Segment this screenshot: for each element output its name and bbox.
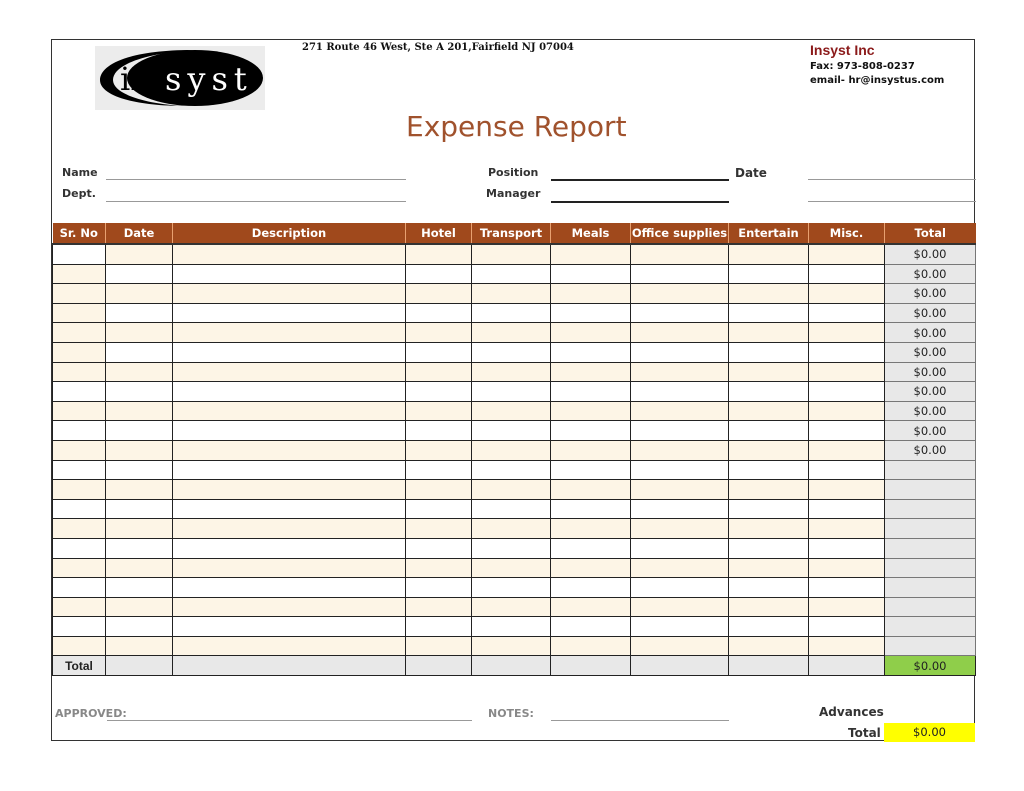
date-cell[interactable]	[106, 244, 173, 264]
table-row	[53, 578, 976, 598]
table-row	[53, 244, 976, 264]
table-header-row	[53, 223, 976, 244]
description-cell[interactable]	[173, 519, 406, 539]
total-description-cell	[173, 656, 406, 676]
sr-no-cell[interactable]	[53, 558, 106, 578]
description-cell[interactable]	[173, 284, 406, 304]
transport-cell[interactable]	[472, 264, 551, 284]
hotel-cell[interactable]	[406, 401, 472, 421]
sr-no-cell[interactable]	[53, 440, 106, 460]
description-cell[interactable]	[173, 636, 406, 656]
misc-cell[interactable]	[809, 617, 885, 637]
description-cell[interactable]	[173, 382, 406, 402]
meals-cell[interactable]	[551, 617, 631, 637]
row-total-cell: $0.00	[885, 362, 976, 382]
date-cell[interactable]	[106, 382, 173, 402]
entertain-cell[interactable]	[729, 499, 809, 519]
hotel-cell[interactable]	[406, 480, 472, 500]
entertain-cell[interactable]	[729, 323, 809, 343]
transport-cell[interactable]	[472, 597, 551, 617]
sr-no-cell[interactable]	[53, 636, 106, 656]
table-row	[53, 323, 976, 343]
hotel-cell[interactable]	[406, 519, 472, 539]
office-supplies-cell[interactable]	[631, 578, 729, 598]
misc-cell[interactable]	[809, 382, 885, 402]
meals-cell[interactable]	[551, 636, 631, 656]
transport-cell[interactable]	[472, 617, 551, 637]
hotel-cell[interactable]	[406, 460, 472, 480]
name-field[interactable]	[106, 179, 406, 180]
hotel-cell[interactable]	[406, 323, 472, 343]
hotel-cell[interactable]	[406, 499, 472, 519]
hotel-cell[interactable]	[406, 244, 472, 264]
misc-cell[interactable]	[809, 362, 885, 382]
col-header-date[interactable]: Date	[106, 223, 173, 244]
date-label: Date	[735, 166, 767, 180]
sr-no-cell[interactable]	[53, 342, 106, 362]
date-cell[interactable]	[106, 636, 173, 656]
description-cell[interactable]	[173, 538, 406, 558]
transport-cell[interactable]	[472, 578, 551, 598]
advances-value[interactable]	[884, 702, 975, 722]
row-total-cell	[885, 597, 976, 617]
table-row	[53, 382, 976, 402]
date-cell[interactable]	[106, 421, 173, 441]
hotel-cell[interactable]	[406, 264, 472, 284]
table-row	[53, 480, 976, 500]
transport-cell[interactable]	[472, 401, 551, 421]
table-row	[53, 558, 976, 578]
row-total-cell	[885, 519, 976, 539]
office-supplies-cell[interactable]	[631, 323, 729, 343]
description-cell[interactable]	[173, 401, 406, 421]
table-row	[53, 460, 976, 480]
row-total-cell	[885, 538, 976, 558]
hotel-cell[interactable]	[406, 342, 472, 362]
expense-table	[52, 223, 976, 676]
meals-cell[interactable]	[551, 480, 631, 500]
final-total-label: Total	[848, 726, 881, 740]
hotel-cell[interactable]	[406, 538, 472, 558]
sr-no-cell[interactable]	[53, 538, 106, 558]
meals-cell[interactable]	[551, 323, 631, 343]
misc-cell[interactable]	[809, 578, 885, 598]
col-header-hotel[interactable]: Hotel	[406, 223, 472, 244]
misc-cell[interactable]	[809, 284, 885, 304]
office-supplies-cell[interactable]	[631, 519, 729, 539]
dept-label: Dept.	[62, 187, 96, 200]
sr-no-cell[interactable]	[53, 421, 106, 441]
entertain-cell[interactable]	[729, 558, 809, 578]
col-header-transport[interactable]: Transport	[472, 223, 551, 244]
transport-cell[interactable]	[472, 440, 551, 460]
transport-cell[interactable]	[472, 421, 551, 441]
office-supplies-cell[interactable]	[631, 480, 729, 500]
hotel-cell[interactable]	[406, 636, 472, 656]
total-row-label: Total	[53, 656, 106, 676]
entertain-cell[interactable]	[729, 538, 809, 558]
misc-cell[interactable]	[809, 480, 885, 500]
description-cell[interactable]	[173, 578, 406, 598]
row-total-cell	[885, 460, 976, 480]
entertain-cell[interactable]	[729, 597, 809, 617]
date-cell[interactable]	[106, 284, 173, 304]
row-total-cell: $0.00	[885, 440, 976, 460]
misc-cell[interactable]	[809, 244, 885, 264]
office-supplies-cell[interactable]	[631, 636, 729, 656]
date-cell[interactable]	[106, 264, 173, 284]
date-cell[interactable]	[106, 538, 173, 558]
dept-field[interactable]	[106, 201, 406, 202]
row-total-cell: $0.00	[885, 323, 976, 343]
meals-cell[interactable]	[551, 382, 631, 402]
company-fax: Fax: 973-808-0237	[810, 61, 915, 72]
manager-field[interactable]	[551, 201, 729, 203]
office-supplies-cell[interactable]	[631, 401, 729, 421]
office-supplies-cell[interactable]	[631, 558, 729, 578]
meals-cell[interactable]	[551, 558, 631, 578]
sr-no-cell[interactable]	[53, 480, 106, 500]
name-label: Name	[62, 166, 98, 179]
description-cell[interactable]	[173, 480, 406, 500]
entertain-cell[interactable]	[729, 617, 809, 637]
office-supplies-cell[interactable]	[631, 617, 729, 637]
row-total-cell: $0.00	[885, 264, 976, 284]
entertain-cell[interactable]	[729, 284, 809, 304]
sr-no-cell[interactable]	[53, 597, 106, 617]
col-header-office-supplies[interactable]: Office supplies	[631, 223, 729, 244]
total-hotel-cell	[406, 656, 472, 676]
entertain-cell[interactable]	[729, 362, 809, 382]
meals-cell[interactable]	[551, 401, 631, 421]
sr-no-cell[interactable]	[53, 264, 106, 284]
sr-no-cell[interactable]	[53, 382, 106, 402]
hotel-cell[interactable]	[406, 597, 472, 617]
col-header-sr-no[interactable]: Sr. No	[53, 223, 106, 244]
row-total-cell: $0.00	[885, 421, 976, 441]
table-row	[53, 538, 976, 558]
company-email: email- hr@insystus.com	[810, 75, 945, 86]
office-supplies-cell[interactable]	[631, 421, 729, 441]
transport-cell[interactable]	[472, 460, 551, 480]
row-total-cell	[885, 636, 976, 656]
misc-cell[interactable]	[809, 440, 885, 460]
table-row	[53, 401, 976, 421]
meals-cell[interactable]	[551, 578, 631, 598]
date-cell[interactable]	[106, 597, 173, 617]
meals-cell[interactable]	[551, 421, 631, 441]
date-field-2[interactable]	[808, 201, 976, 202]
sr-no-cell[interactable]	[53, 578, 106, 598]
meals-cell[interactable]	[551, 264, 631, 284]
description-cell[interactable]	[173, 440, 406, 460]
office-supplies-cell[interactable]	[631, 244, 729, 264]
total-date-cell	[106, 656, 173, 676]
transport-cell[interactable]	[472, 558, 551, 578]
misc-cell[interactable]	[809, 323, 885, 343]
sr-no-cell[interactable]	[53, 323, 106, 343]
expense-report-sheet	[51, 39, 975, 741]
hotel-cell[interactable]	[406, 617, 472, 637]
office-supplies-cell[interactable]	[631, 597, 729, 617]
sr-no-cell[interactable]	[53, 499, 106, 519]
entertain-cell[interactable]	[729, 342, 809, 362]
date-cell[interactable]	[106, 342, 173, 362]
hotel-cell[interactable]	[406, 440, 472, 460]
office-supplies-cell[interactable]	[631, 342, 729, 362]
misc-cell[interactable]	[809, 264, 885, 284]
transport-cell[interactable]	[472, 244, 551, 264]
sr-no-cell[interactable]	[53, 284, 106, 304]
date-cell[interactable]	[106, 519, 173, 539]
advances-label: Advances	[819, 705, 884, 719]
entertain-cell[interactable]	[729, 421, 809, 441]
description-cell[interactable]	[173, 264, 406, 284]
page-title: Expense Report	[406, 110, 627, 143]
total-transport-cell	[472, 656, 551, 676]
description-cell[interactable]	[173, 597, 406, 617]
row-total-cell	[885, 617, 976, 637]
hotel-cell[interactable]	[406, 303, 472, 323]
sr-no-cell[interactable]	[53, 303, 106, 323]
misc-cell[interactable]	[809, 597, 885, 617]
grand-total-cell: $0.00	[885, 656, 976, 676]
entertain-cell[interactable]	[729, 440, 809, 460]
misc-cell[interactable]	[809, 636, 885, 656]
description-cell[interactable]	[173, 460, 406, 480]
row-total-cell: $0.00	[885, 342, 976, 362]
col-header-meals[interactable]: Meals	[551, 223, 631, 244]
description-cell[interactable]	[173, 421, 406, 441]
misc-cell[interactable]	[809, 342, 885, 362]
office-supplies-cell[interactable]	[631, 440, 729, 460]
logo-text-syst: syst	[165, 60, 253, 98]
office-supplies-cell[interactable]	[631, 460, 729, 480]
entertain-cell[interactable]	[729, 303, 809, 323]
table-row	[53, 303, 976, 323]
meals-cell[interactable]	[551, 597, 631, 617]
office-supplies-cell[interactable]	[631, 538, 729, 558]
office-supplies-cell[interactable]	[631, 303, 729, 323]
entertain-cell[interactable]	[729, 382, 809, 402]
entertain-cell[interactable]	[729, 460, 809, 480]
date-cell[interactable]	[106, 440, 173, 460]
transport-cell[interactable]	[472, 303, 551, 323]
col-header-entertain[interactable]: Entertain	[729, 223, 809, 244]
entertain-cell[interactable]	[729, 401, 809, 421]
sr-no-cell[interactable]	[53, 362, 106, 382]
table-row	[53, 617, 976, 637]
table-row	[53, 519, 976, 539]
transport-cell[interactable]	[472, 342, 551, 362]
meals-cell[interactable]	[551, 284, 631, 304]
date-cell[interactable]	[106, 303, 173, 323]
transport-cell[interactable]	[472, 636, 551, 656]
hotel-cell[interactable]	[406, 382, 472, 402]
date-cell[interactable]	[106, 362, 173, 382]
sr-no-cell[interactable]	[53, 401, 106, 421]
hotel-cell[interactable]	[406, 362, 472, 382]
position-label: Position	[488, 166, 539, 179]
misc-cell[interactable]	[809, 499, 885, 519]
hotel-cell[interactable]	[406, 421, 472, 441]
date-cell[interactable]	[106, 499, 173, 519]
table-total-row	[53, 656, 976, 676]
transport-cell[interactable]	[472, 499, 551, 519]
date-cell[interactable]	[106, 401, 173, 421]
meals-cell[interactable]	[551, 519, 631, 539]
misc-cell[interactable]	[809, 401, 885, 421]
sr-no-cell[interactable]	[53, 519, 106, 539]
description-cell[interactable]	[173, 558, 406, 578]
row-total-cell	[885, 578, 976, 598]
meals-cell[interactable]	[551, 460, 631, 480]
logo-text-in: in	[120, 60, 151, 98]
col-header-misc[interactable]: Misc.	[809, 223, 885, 244]
date-cell[interactable]	[106, 617, 173, 637]
description-cell[interactable]	[173, 362, 406, 382]
sr-no-cell[interactable]	[53, 244, 106, 264]
row-total-cell: $0.00	[885, 303, 976, 323]
transport-cell[interactable]	[472, 323, 551, 343]
meals-cell[interactable]	[551, 244, 631, 264]
misc-cell[interactable]	[809, 460, 885, 480]
notes-label: NOTES:	[488, 707, 534, 720]
meals-cell[interactable]	[551, 499, 631, 519]
hotel-cell[interactable]	[406, 558, 472, 578]
position-field[interactable]	[551, 179, 729, 181]
entertain-cell[interactable]	[729, 264, 809, 284]
meals-cell[interactable]	[551, 342, 631, 362]
sr-no-cell[interactable]	[53, 460, 106, 480]
table-row	[53, 284, 976, 304]
date-cell[interactable]	[106, 460, 173, 480]
manager-label: Manager	[486, 187, 541, 200]
table-row	[53, 342, 976, 362]
misc-cell[interactable]	[809, 538, 885, 558]
total-misc-cell	[809, 656, 885, 676]
description-cell[interactable]	[173, 617, 406, 637]
row-total-cell: $0.00	[885, 382, 976, 402]
row-total-cell	[885, 499, 976, 519]
table-row	[53, 597, 976, 617]
date-cell[interactable]	[106, 480, 173, 500]
date-cell[interactable]	[106, 323, 173, 343]
company-name: Insyst Inc	[810, 42, 875, 58]
company-info	[810, 42, 944, 86]
table-row	[53, 440, 976, 460]
transport-cell[interactable]	[472, 538, 551, 558]
transport-cell[interactable]	[472, 284, 551, 304]
meals-cell[interactable]	[551, 440, 631, 460]
description-cell[interactable]	[173, 499, 406, 519]
final-total-value: $0.00	[884, 723, 975, 742]
row-total-cell	[885, 480, 976, 500]
row-total-cell: $0.00	[885, 244, 976, 264]
date-cell[interactable]	[106, 578, 173, 598]
row-total-cell: $0.00	[885, 284, 976, 304]
misc-cell[interactable]	[809, 303, 885, 323]
description-cell[interactable]	[173, 303, 406, 323]
approved-label: APPROVED:	[55, 707, 127, 720]
meals-cell[interactable]	[551, 303, 631, 323]
hotel-cell[interactable]	[406, 284, 472, 304]
insyst-logo	[95, 46, 265, 110]
approved-field[interactable]	[107, 720, 472, 721]
total-meals-cell	[551, 656, 631, 676]
office-supplies-cell[interactable]	[631, 264, 729, 284]
col-header-total[interactable]: Total	[885, 223, 976, 244]
entertain-cell[interactable]	[729, 636, 809, 656]
transport-cell[interactable]	[472, 519, 551, 539]
table-row	[53, 362, 976, 382]
description-cell[interactable]	[173, 342, 406, 362]
entertain-cell[interactable]	[729, 578, 809, 598]
total-entertain-cell	[729, 656, 809, 676]
table-row	[53, 499, 976, 519]
transport-cell[interactable]	[472, 382, 551, 402]
col-header-description[interactable]: Description	[173, 223, 406, 244]
transport-cell[interactable]	[472, 480, 551, 500]
description-cell[interactable]	[173, 323, 406, 343]
sr-no-cell[interactable]	[53, 617, 106, 637]
description-cell[interactable]	[173, 244, 406, 264]
transport-cell[interactable]	[472, 362, 551, 382]
table-row	[53, 636, 976, 656]
office-supplies-cell[interactable]	[631, 362, 729, 382]
office-supplies-cell[interactable]	[631, 284, 729, 304]
company-address: 271 Route 46 West, Ste A 201,Fairfield NJ 07004	[302, 42, 574, 53]
table-row	[53, 421, 976, 441]
table-row	[53, 264, 976, 284]
hotel-cell[interactable]	[406, 578, 472, 598]
entertain-cell[interactable]	[729, 519, 809, 539]
row-total-cell	[885, 558, 976, 578]
date-field[interactable]	[808, 179, 976, 180]
date-cell[interactable]	[106, 558, 173, 578]
office-supplies-cell[interactable]	[631, 382, 729, 402]
misc-cell[interactable]	[809, 519, 885, 539]
misc-cell[interactable]	[809, 421, 885, 441]
notes-field[interactable]	[551, 720, 729, 721]
total-office-supplies-cell	[631, 656, 729, 676]
meals-cell[interactable]	[551, 538, 631, 558]
office-supplies-cell[interactable]	[631, 499, 729, 519]
misc-cell[interactable]	[809, 558, 885, 578]
entertain-cell[interactable]	[729, 244, 809, 264]
entertain-cell[interactable]	[729, 480, 809, 500]
row-total-cell: $0.00	[885, 401, 976, 421]
meals-cell[interactable]	[551, 362, 631, 382]
